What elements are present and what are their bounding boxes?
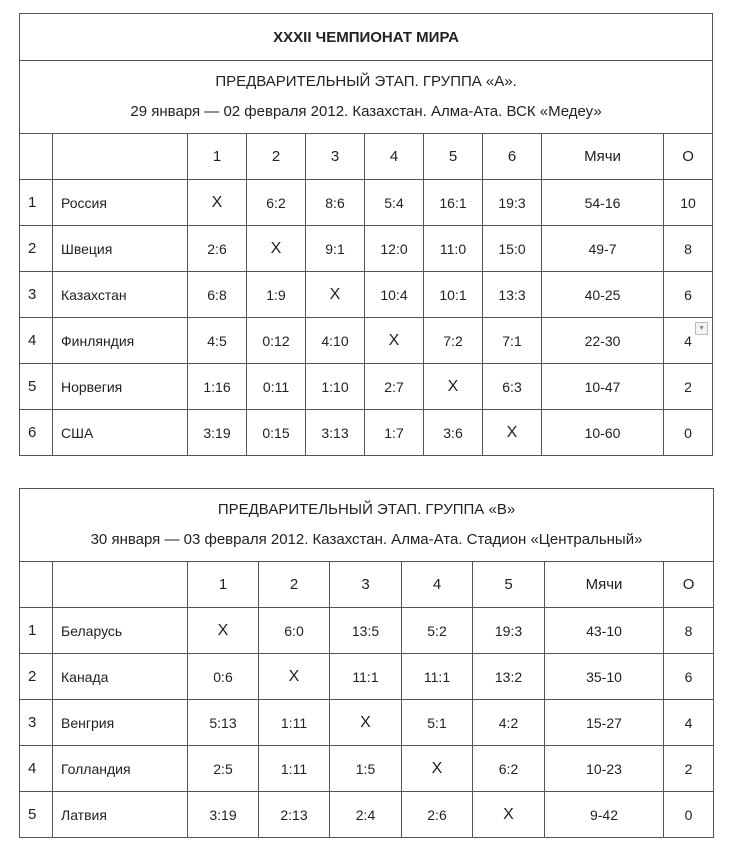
goals-cell: 15-27 [545, 700, 664, 746]
result-cell: 2:7 [365, 364, 424, 410]
group-b-details: 30 января — 03 февраля 2012. Казахстан. Алма-Ата. Стадион «Центральный» [90, 531, 643, 548]
table-row [20, 318, 713, 364]
table-row [20, 180, 713, 226]
group-a-stage: ПРЕДВАРИТЕЛЬНЫЙ ЭТАП. ГРУППА «А». [215, 73, 517, 90]
result-cell: X [402, 746, 473, 792]
points-cell: 8 [664, 608, 714, 654]
result-cell: 19:3 [483, 180, 542, 226]
points-cell: 4 [664, 700, 714, 746]
goals-cell: 10-23 [545, 746, 664, 792]
header-cell [53, 134, 188, 180]
result-cell: 5:13 [188, 700, 259, 746]
result-cell: 6:0 [259, 608, 330, 654]
result-cell: 10:4 [365, 272, 424, 318]
points-cell [664, 318, 713, 364]
row-number: 6 [20, 410, 53, 456]
result-cell: 3:19 [188, 410, 247, 456]
group-a-header-row [20, 134, 713, 180]
result-cell: 0:12 [247, 318, 306, 364]
result-cell: 15:0 [483, 226, 542, 272]
result-cell: 11:1 [402, 654, 473, 700]
header-cell: 6 [483, 134, 542, 180]
team-name: Венгрия [53, 700, 188, 746]
header-cell [20, 562, 53, 608]
row-number: 3 [20, 700, 53, 746]
result-cell: 1:10 [306, 364, 365, 410]
result-cell: X [188, 608, 259, 654]
goals-cell: 49-7 [542, 226, 664, 272]
result-cell: 1:5 [330, 746, 402, 792]
team-name: Швеция [53, 226, 188, 272]
header-cell: 1 [188, 562, 259, 608]
result-cell: 1:16 [188, 364, 247, 410]
table-row [20, 364, 713, 410]
result-cell: X [188, 180, 247, 226]
result-cell: 8:6 [306, 180, 365, 226]
group-b-header [20, 489, 714, 562]
points-cell: 6 [664, 272, 713, 318]
goals-cell: 54-16 [542, 180, 664, 226]
championship-title: XXXII ЧЕМПИОНАТ МИРА [20, 14, 713, 61]
group-b-stage: ПРЕДВАРИТЕЛЬНЫЙ ЭТАП. ГРУППА «В» [217, 501, 516, 518]
header-cell [53, 562, 188, 608]
table-row [20, 410, 713, 456]
row-number: 2 [20, 654, 53, 700]
table-row [20, 746, 714, 792]
group-a-header [20, 61, 713, 134]
result-cell: X [473, 792, 545, 838]
goals-cell: 10-47 [542, 364, 664, 410]
team-name: Норвегия [53, 364, 188, 410]
result-cell: 4:2 [473, 700, 545, 746]
result-cell: 2:5 [188, 746, 259, 792]
row-number: 4 [20, 318, 53, 364]
row-number: 3 [20, 272, 53, 318]
team-name: США [53, 410, 188, 456]
result-cell: 13:2 [473, 654, 545, 700]
result-cell: 19:3 [473, 608, 545, 654]
row-number: 1 [20, 180, 53, 226]
result-cell: 1:11 [259, 746, 330, 792]
group-b-table [19, 488, 714, 838]
header-cell: 2 [247, 134, 306, 180]
result-cell: 1:9 [247, 272, 306, 318]
result-cell: 6:3 [483, 364, 542, 410]
result-cell: 1:7 [365, 410, 424, 456]
result-cell: 0:11 [247, 364, 306, 410]
group-a-details: 29 января — 02 февраля 2012. Казахстан. Алма-Ата. ВСК «Медеу» [130, 103, 602, 120]
result-cell: 5:1 [402, 700, 473, 746]
result-cell: 3:19 [188, 792, 259, 838]
result-cell: 6:2 [473, 746, 545, 792]
table-row [20, 700, 714, 746]
result-cell: 6:8 [188, 272, 247, 318]
group-a-table [19, 13, 713, 456]
header-cell-goals: Мячи [545, 562, 664, 608]
goals-cell: 35-10 [545, 654, 664, 700]
result-cell: 11:0 [424, 226, 483, 272]
points-cell: 0 [664, 792, 714, 838]
result-cell: 2:13 [259, 792, 330, 838]
header-cell: 4 [365, 134, 424, 180]
points-cell: 2 [664, 746, 714, 792]
header-cell: 3 [330, 562, 402, 608]
header-cell [20, 134, 53, 180]
row-number: 1 [20, 608, 53, 654]
result-cell: 0:6 [188, 654, 259, 700]
result-cell: X [306, 272, 365, 318]
header-cell: 5 [424, 134, 483, 180]
result-cell: 16:1 [424, 180, 483, 226]
header-cell-points: О [664, 134, 713, 180]
points-cell: 6 [664, 654, 714, 700]
result-cell: 9:1 [306, 226, 365, 272]
table-row [20, 792, 714, 838]
points-cell: 8 [664, 226, 713, 272]
result-cell: X [483, 410, 542, 456]
result-cell: 5:2 [402, 608, 473, 654]
team-name: Финляндия [53, 318, 188, 364]
result-cell: 2:4 [330, 792, 402, 838]
goals-cell: 40-25 [542, 272, 664, 318]
result-cell: 11:1 [330, 654, 402, 700]
goals-cell: 10-60 [542, 410, 664, 456]
points-cell: 0 [664, 410, 713, 456]
points-value: 4 [684, 332, 692, 349]
result-cell: 0:15 [247, 410, 306, 456]
team-name: Казахстан [53, 272, 188, 318]
goals-cell: 43-10 [545, 608, 664, 654]
team-name: Россия [53, 180, 188, 226]
points-cell: 2 [664, 364, 713, 410]
points-cell: 10 [664, 180, 713, 226]
result-cell: 6:2 [247, 180, 306, 226]
result-cell: 13:3 [483, 272, 542, 318]
header-cell: 2 [259, 562, 330, 608]
result-cell: 5:4 [365, 180, 424, 226]
header-cell-goals: Мячи [542, 134, 664, 180]
team-name: Латвия [53, 792, 188, 838]
table-row [20, 654, 714, 700]
result-cell: 2:6 [188, 226, 247, 272]
result-cell: X [365, 318, 424, 364]
goals-cell: 22-30 [542, 318, 664, 364]
table-row [20, 272, 713, 318]
team-name: Голландия [53, 746, 188, 792]
group-b-header-row [20, 562, 714, 608]
result-cell: 2:6 [402, 792, 473, 838]
result-cell: X [424, 364, 483, 410]
header-cell: 5 [473, 562, 545, 608]
result-cell: 7:1 [483, 318, 542, 364]
result-cell: 3:13 [306, 410, 365, 456]
table-row [20, 608, 714, 654]
result-cell: 1:11 [259, 700, 330, 746]
header-cell: 1 [188, 134, 247, 180]
team-name: Беларусь [53, 608, 188, 654]
result-cell: 4:10 [306, 318, 365, 364]
result-cell: 3:6 [424, 410, 483, 456]
header-cell-points: О [664, 562, 714, 608]
result-cell: 13:5 [330, 608, 402, 654]
row-number: 5 [20, 364, 53, 410]
goals-cell: 9-42 [545, 792, 664, 838]
result-cell: 12:0 [365, 226, 424, 272]
result-cell: 10:1 [424, 272, 483, 318]
team-name: Канада [53, 654, 188, 700]
result-cell: 4:5 [188, 318, 247, 364]
row-number: 5 [20, 792, 53, 838]
result-cell: X [259, 654, 330, 700]
row-number: 4 [20, 746, 53, 792]
result-cell: X [330, 700, 402, 746]
dropdown-arrow-icon[interactable]: ▼ [695, 322, 708, 335]
result-cell: X [247, 226, 306, 272]
result-cell: 7:2 [424, 318, 483, 364]
row-number: 2 [20, 226, 53, 272]
table-row [20, 226, 713, 272]
header-cell: 4 [402, 562, 473, 608]
header-cell: 3 [306, 134, 365, 180]
